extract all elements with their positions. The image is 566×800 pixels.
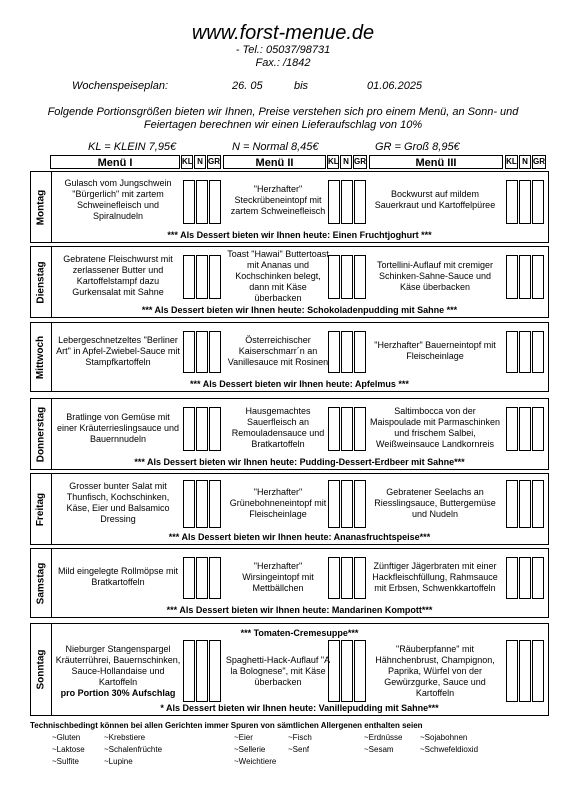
day-name: Donnerstag	[31, 399, 52, 469]
date-to: 01.06.2025	[367, 80, 423, 92]
date-bis: bis	[294, 80, 309, 92]
dish-menu3: Gebratener Seelachs an Riesslingsauce, Buttergemüse und Nudeln	[374, 486, 496, 519]
dish-menu1	[55, 640, 181, 702]
day-block-sonntag	[30, 623, 549, 716]
column-n: N	[519, 155, 531, 169]
allergen-item: ~Sesam	[364, 745, 394, 754]
day-name: Samstag	[31, 549, 52, 617]
column-gr: GR	[207, 155, 221, 169]
day-name: Montag	[31, 172, 52, 242]
dish-menu3: "Herzhafter" Bauerneintopf mit Fleischeinlage	[374, 340, 496, 361]
column-kl: KL	[505, 155, 518, 169]
phone-number: - Tel.: 05037/98731	[235, 44, 331, 56]
dish-menu1-surcharge: pro Portion 30% Aufschlag	[60, 687, 176, 698]
allergen-item: ~Schwefeldioxid	[420, 745, 479, 754]
day-name: Mittwoch	[31, 323, 52, 391]
allergen-item: ~Sojabohnen	[420, 733, 468, 742]
dish-menu2: Toast "Hawai" Buttertoast mit Ananas und Kochschinken belegt, dann mit Käse überbacken	[227, 248, 329, 303]
size-n: N = Normal 8,45€	[232, 141, 319, 153]
dish-menu1: Gebratene Fleischwurst mit zerlassener Butter und Kartoffelstampf dazu Gurkensalat mit Sahne	[63, 254, 173, 297]
dish-menu3: Zünftiger Jägerbraten mit einer Hackfleischfüllung, Rahmsauce mit Erbsen, Schwenkkartoffeln	[372, 560, 498, 593]
day-name: Freitag	[31, 474, 52, 544]
allergen-item: ~Sulfite	[52, 757, 79, 766]
dessert-line: *** Als Dessert bieten wir Ihnen heute: Pudding-Dessert-Erdbeer mit Sahne***	[134, 457, 465, 467]
plan-label: Wochenspeiseplan:	[72, 80, 169, 92]
column-kl: KL	[181, 155, 193, 169]
size-gr: GR = Groß 8,95€	[375, 141, 460, 153]
dessert-line: *** Als Dessert bieten wir Ihnen heute: Schokoladenpudding mit Sahne ***	[141, 305, 458, 315]
dish-menu3: Bockwurst auf mildem Sauerkraut und Kartoffelpüree	[374, 189, 496, 210]
allergen-item: ~Laktose	[52, 745, 85, 754]
order-boxes[interactable]	[183, 180, 221, 224]
fax-number: Fax.: /1842	[255, 57, 311, 69]
column-menu3: Menü III	[369, 155, 503, 169]
order-boxes[interactable]	[183, 331, 221, 373]
order-boxes[interactable]	[506, 331, 544, 373]
intro-text: Folgende Portionsgrößen bieten wir Ihnen, Preise verstehen sich pro einem Menü, an Sonn- und Feiertagen berechnen wir einen Lieferaufschlag von 10%	[47, 106, 519, 131]
dish-menu1: Lebergeschnetzeltes "Berliner Art" in Apfel-Zwiebel-Sauce mit Stampfkartoffeln	[56, 334, 180, 367]
order-boxes[interactable]	[506, 557, 544, 599]
allergen-item: ~Krebstiere	[104, 733, 146, 742]
dish-menu1: Gulasch vom Jungschwein "Bürgerlich" mit zartem Schweinefleisch und Spiralnudeln	[64, 178, 172, 221]
order-boxes[interactable]	[328, 331, 366, 373]
dessert-line: *** Als Dessert bieten wir Ihnen heute: Mandarinen Kompott***	[166, 605, 433, 615]
dish-menu2: Spaghetti-Hack-Auflauf "A la Bolognese", mit Käse überbacken	[225, 654, 331, 687]
order-boxes[interactable]	[506, 180, 544, 224]
order-boxes[interactable]	[183, 640, 221, 702]
allergen-item: ~Senf	[288, 745, 310, 754]
column-n: N	[194, 155, 206, 169]
dessert-line: * Als Dessert bieten wir Ihnen heute: Vanillepudding mit Sahne***	[160, 703, 439, 713]
day-block-donnerstag	[30, 398, 549, 470]
order-boxes[interactable]	[328, 480, 366, 528]
column-menu1: Menü I	[50, 155, 180, 169]
dish-menu1: Mild eingelegte Rollmöpse mit Bratkartoffeln	[57, 566, 179, 587]
order-boxes[interactable]	[183, 480, 221, 528]
dish-menu2: Österreichischer Kaiserschmarr´n an Vanillesauce mit Rosinen	[227, 334, 329, 367]
dessert-line: *** Als Dessert bieten wir Ihnen heute: Ananasfruchtspeise***	[168, 532, 431, 542]
allergen-item: ~Schalenfrüchte	[104, 745, 163, 754]
order-boxes[interactable]	[328, 180, 366, 224]
dish-menu1: Grosser bunter Salat mit Thunfisch, Kochschinken, Käse, Eier und Balsamico Dressing	[66, 481, 170, 524]
allergen-item: ~Fisch	[288, 733, 312, 742]
dish-menu3: Saltimbocca von der Maispoulade mit Parmaschinken und frischem Salbei, Weißweinsauce Landkornreis	[369, 406, 501, 449]
dish-menu2: Hausgemachtes Sauerfleisch an Remouladensauce und Bratkartoffeln	[231, 406, 325, 449]
size-kl: KL = KLEIN 7,95€	[88, 141, 177, 153]
column-gr: GR	[532, 155, 546, 169]
day-block-montag	[30, 171, 549, 243]
dish-menu2: "Herzhafter" Wirsingeintopf mit Mettbällchen	[242, 560, 314, 593]
order-boxes[interactable]	[328, 557, 366, 599]
dessert-line: *** Als Dessert bieten wir Ihnen heute: Einen Fruchtjoghurt ***	[167, 230, 432, 240]
order-boxes[interactable]	[183, 557, 221, 599]
day-block-mittwoch	[30, 322, 549, 392]
column-menu2: Menü II	[223, 155, 326, 169]
order-boxes[interactable]	[506, 640, 544, 702]
order-boxes[interactable]	[328, 640, 366, 702]
dish-menu1-text: Nieburger Stangenspargel Kräuterrührei, Bauernschinken, Sauce-Hollandaise und Kartoffeln	[55, 643, 181, 687]
allergen-item: ~Sellerie	[234, 745, 266, 754]
order-boxes[interactable]	[506, 480, 544, 528]
day-block-samstag	[30, 548, 549, 618]
allergen-item: ~Lupine	[104, 757, 133, 766]
allergen-item: ~Erdnüsse	[364, 733, 403, 742]
dish-menu2: "Herzhafter" Grünebohneneintopf mit Fleischeinlage	[229, 486, 327, 519]
allergen-note: Technischbedingt können bei allen Gerichten immer Spuren von sämtlichen Allergenen enthalten seien	[30, 721, 423, 730]
dish-menu2: "Herzhafter" Steckrübeneintopf mit zartem Schweinefleisch	[230, 183, 326, 216]
dessert-line: *** Als Dessert bieten wir Ihnen heute: Apfelmus ***	[190, 379, 409, 389]
order-boxes[interactable]	[183, 255, 221, 299]
order-boxes[interactable]	[506, 255, 544, 299]
dish-menu1: Bratlinge von Gemüse mit einer Kräuterrieslingsauce und Bauernnudeln	[56, 411, 180, 444]
day-name: Dienstag	[31, 247, 52, 317]
order-boxes[interactable]	[328, 255, 366, 299]
column-gr: GR	[353, 155, 367, 169]
day-name: Sonntag	[31, 624, 52, 715]
dish-menu3: "Räuberpfanne" mit Hähnchenbrust, Champignon, Paprika, Würfel von der Gewürzgurke, Sauce und Kartoffeln	[375, 643, 495, 698]
column-kl: KL	[327, 155, 339, 169]
day-block-dienstag	[30, 246, 549, 318]
order-boxes[interactable]	[328, 407, 366, 451]
column-n: N	[340, 155, 352, 169]
allergen-item: ~Weichtiere	[234, 757, 277, 766]
site-url: www.forst-menue.de	[191, 22, 375, 44]
allergen-item: ~Eier	[234, 733, 253, 742]
date-from: 26. 05	[232, 80, 263, 92]
order-boxes[interactable]	[183, 407, 221, 451]
day-block-freitag	[30, 473, 549, 545]
dish-menu3: Tortellini-Auflauf mit cremiger Schinken-Sahne-Sauce und Käse überbacken	[376, 259, 494, 292]
soup-line: *** Tomaten-Cremesuppe***	[240, 628, 359, 638]
order-boxes[interactable]	[506, 407, 544, 451]
allergen-item: ~Gluten	[52, 733, 81, 742]
